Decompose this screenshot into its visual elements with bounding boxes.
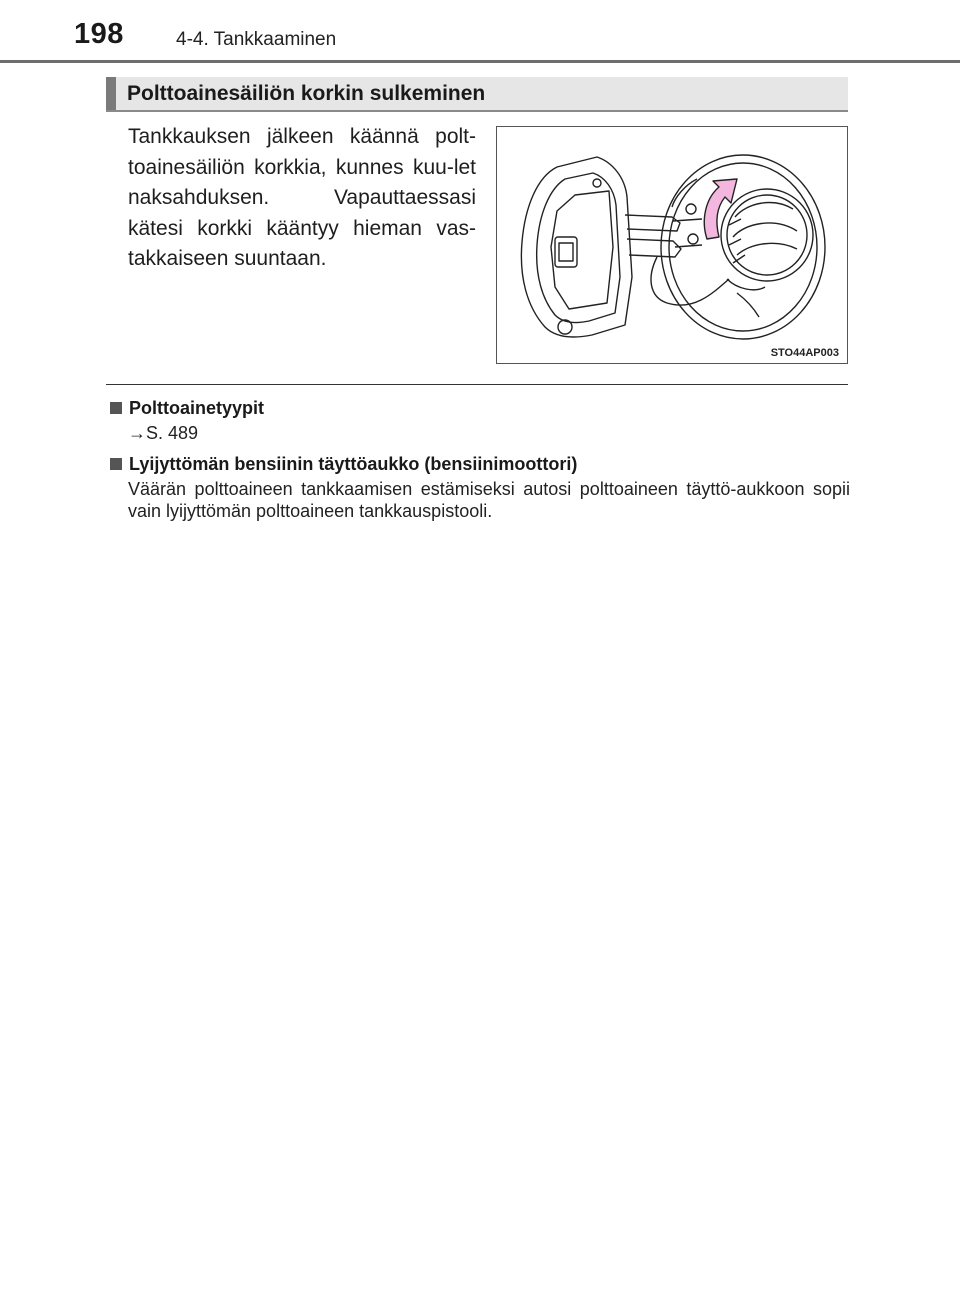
note-fuel-types	[110, 396, 850, 444]
note-title: Polttoainetyypit	[129, 398, 265, 418]
page-reference: S. 489	[146, 423, 199, 443]
square-bullet-icon	[110, 402, 122, 414]
intro-paragraph: Tankkauksen jälkeen käännä polt-toainesäiliön korkkia, kunnes kuu-let naksahduksen. Vapauttaessasi kätesi korkki kääntyy hieman vas-takkaiseen suuntaan.	[128, 125, 476, 271]
heading-accent	[106, 77, 116, 110]
square-bullet-icon	[110, 458, 122, 470]
note-reference[interactable]	[128, 422, 850, 444]
header-rule	[0, 60, 960, 63]
note-title: Lyijyttömän bensiinin täyttöaukko (bensiinimoottori)	[129, 454, 578, 474]
fuel-cap-illustration	[497, 127, 847, 363]
arrow-icon: →	[128, 423, 146, 443]
section-title: Polttoainesäiliön korkin sulkeminen	[127, 82, 486, 105]
note-body: Väärän polttoaineen tankkaamisen estämiseksi autosi polttoaineen täyttö-aukkoon sopii vain lyijyttömän polttoaineen tankkauspistooli.	[128, 479, 850, 521]
note-unleaded-filler	[110, 452, 850, 522]
fuel-cap-figure	[496, 126, 848, 364]
section-heading	[106, 77, 848, 112]
figure-code: STO44AP003	[770, 347, 839, 359]
section-divider	[106, 384, 848, 385]
page-number: 198	[74, 18, 124, 50]
section-label: 4-4. Tankkaaminen	[176, 29, 337, 50]
